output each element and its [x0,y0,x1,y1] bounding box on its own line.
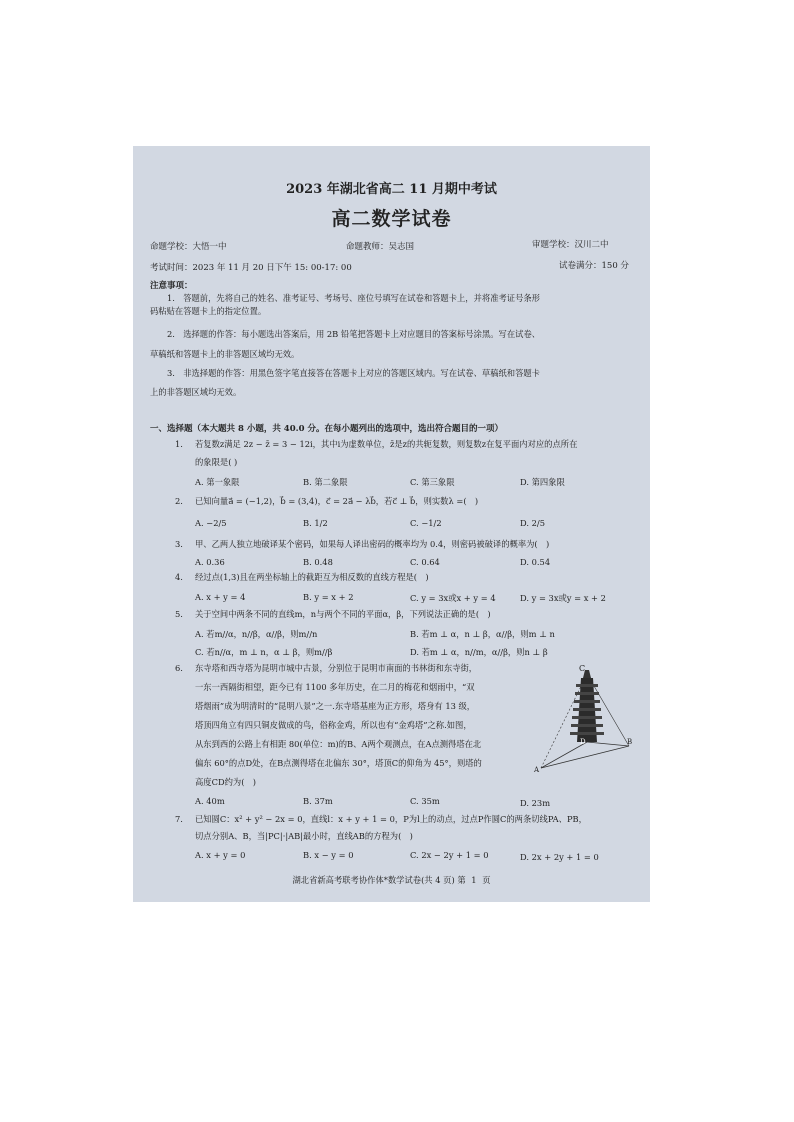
tower-body [570,670,604,742]
option-b: B. y = x + 2 [303,592,354,602]
note-line: 3. 非选择题的作答：用黑色签字笔直接答在答题卡上对应的答题区域内。写在试卷、草稿纸和答题卡 [167,368,540,378]
question-text: 关于空间中两条不同的直线m，n与两个不同的平面α，β，下列说法正确的是( ) [195,609,491,619]
option-a: A. −2/5 [195,518,227,528]
question-text: 塔顶四角立有四只铜皮做成的鸟，俗称金鸡，所以也有“金鸡塔”之称.如图， [195,720,472,730]
label-a: A [534,766,540,774]
footer-text: 湖北省新高考联考协作体*数学试卷(共 4 页) 第 [292,875,466,885]
option-c: C. 第三象限 [410,477,455,487]
full-score: 试卷满分：150 分 [559,261,629,271]
option-b: B. 若m ⊥ α，n ⊥ β，α//β，则m ⊥ n [410,629,555,639]
setter-school: 命题学校：大悟一中 [150,242,227,252]
question-text: 若复数z满足 2z − z̄ = 3 − 12i，其中i为虚数单位，z̄是z的共轭复数，则复数z在复平面内对应的点所在 [195,439,578,449]
question-text: 切点分别A、B，当|PC|·|AB|最小时，直线AB的方程为( ) [195,831,413,841]
option-d: D. 第四象限 [520,477,565,487]
option-d: D. 23m [520,798,551,808]
option-a: A. 第一象限 [195,477,240,487]
option-a: A. 若m//α，n//β，α//β，则m//n [195,629,318,639]
question-text: 经过点(1,3)且在两坐标轴上的截距互为相反数的直线方程是( ) [195,572,429,582]
note-line: 草稿纸和答题卡上的非答题区域均无效。 [150,349,300,359]
question-text: 高度CD约为( ) [195,777,256,787]
option-b: B. 第二象限 [303,477,348,487]
tower-figure [531,664,635,774]
option-c: C. 0.64 [410,557,440,567]
page-number: 1 [471,875,477,885]
section-heading: 一、选择题（本大题共 8 小题，共 40.0 分。在每小题列出的选项中，选出符合题目的一项） [150,424,503,434]
note-line: 1. 答题前，先将自己的姓名、准考证号、考场号、座位号填写在试卷和答题卡上，并将准考证号条形 [167,293,540,303]
note-line: 上的非答题区域均无效。 [150,387,242,397]
question-text: 从东到西的公路上有相距 80(单位：m)的B、A两个观测点，在A点测得塔在北 [195,739,482,749]
option-a: A. x + y = 0 [195,850,246,860]
option-d: D. 2x + 2y + 1 = 0 [520,852,599,862]
question-text: 塔烟雨”成为明清时的“昆明八景”之一.东寺塔基座为正方形，塔身有 13 级， [195,701,476,711]
exam-paper [133,146,650,902]
question-text: 东寺塔和西寺塔为昆明市城中古景，分别位于昆明市南面的书林街和东寺街， [195,663,478,673]
question-text: 已知圆C：x² + y² − 2x = 0，直线l：x + y + 1 = 0，P为l上的动点，过点P作圆C的两条切线PA、PB， [195,814,587,824]
question-number: 7. [175,814,183,824]
question-number: 5. [175,609,183,619]
note-line: 码粘贴在答题卡上的指定位置。 [150,306,267,316]
page-footer [133,874,650,886]
question-text: 偏东 60°的点D处，在B点测得塔在北偏东 30°，塔顶C的仰角为 45°，则塔的 [195,758,482,768]
option-a: A. 40m [195,796,225,806]
label-c: C [579,664,586,673]
footer-suffix: 页 [482,875,491,885]
notes-heading: 注意事项： [150,281,193,291]
line-db [587,742,629,746]
question-number: 6. [175,663,183,673]
setter-teacher: 命题教师：吴志国 [346,242,415,252]
option-a: A. x + y = 4 [195,592,246,602]
question-number: 2. [175,496,183,506]
reviewer-school: 审题学校：汉川二中 [532,240,609,250]
option-c: C. 2x − 2y + 1 = 0 [410,850,489,860]
note-line: 2. 选择题的作答：每小题选出答案后，用 2B 铅笔把答题卡上对应题目的答案标号涂黑。写在试卷、 [167,329,541,339]
question-text: 甲、乙两人独立地破译某个密码，如果每人译出密码的概率均为 0.4，则密码被破译的概率为( ) [195,539,550,549]
question-text: 已知向量a⃗ = (−1,2)，b⃗ = (3,4)，c⃗ = 2a⃗ − λb⃗，若c⃗ ⊥ b⃗，则实数λ =( ) [195,496,479,506]
option-c: C. 若n//α，m ⊥ n，α ⊥ β，则m//β [195,647,333,657]
question-number: 1. [175,439,183,449]
line-ab [541,746,629,768]
option-a: A. 0.36 [195,557,225,567]
option-b: B. 37m [303,796,333,806]
exam-title: 2023 年湖北省高二 11 月期中考试 [286,182,497,197]
option-d: D. 若m ⊥ α，n//m，α//β，则n ⊥ β [410,647,548,657]
option-c: C. y = 3x或x + y = 4 [410,593,496,603]
question-text: 的象限是( ) [195,457,238,467]
label-d: D [580,738,586,746]
label-b: B [627,738,633,746]
question-text: 一东一西隔街相望，距今已有 1100 多年历史，在二月的梅花和烟雨中，“双 [195,682,475,692]
option-c: C. −1/2 [410,518,442,528]
option-d: D. y = 3x或y = x + 2 [520,593,606,603]
option-d: D. 0.54 [520,557,551,567]
option-b: B. 0.48 [303,557,333,567]
exam-time: 考试时间：2023 年 11 月 20 日下午 15: 00-17: 00 [150,263,352,273]
option-b: B. 1/2 [303,518,328,528]
option-b: B. x − y = 0 [303,850,354,860]
option-c: C. 35m [410,796,440,806]
question-number: 3. [175,539,183,549]
question-number: 4. [175,572,183,582]
option-d: D. 2/5 [520,518,545,528]
exam-subtitle: 高二数学试卷 [331,208,452,230]
